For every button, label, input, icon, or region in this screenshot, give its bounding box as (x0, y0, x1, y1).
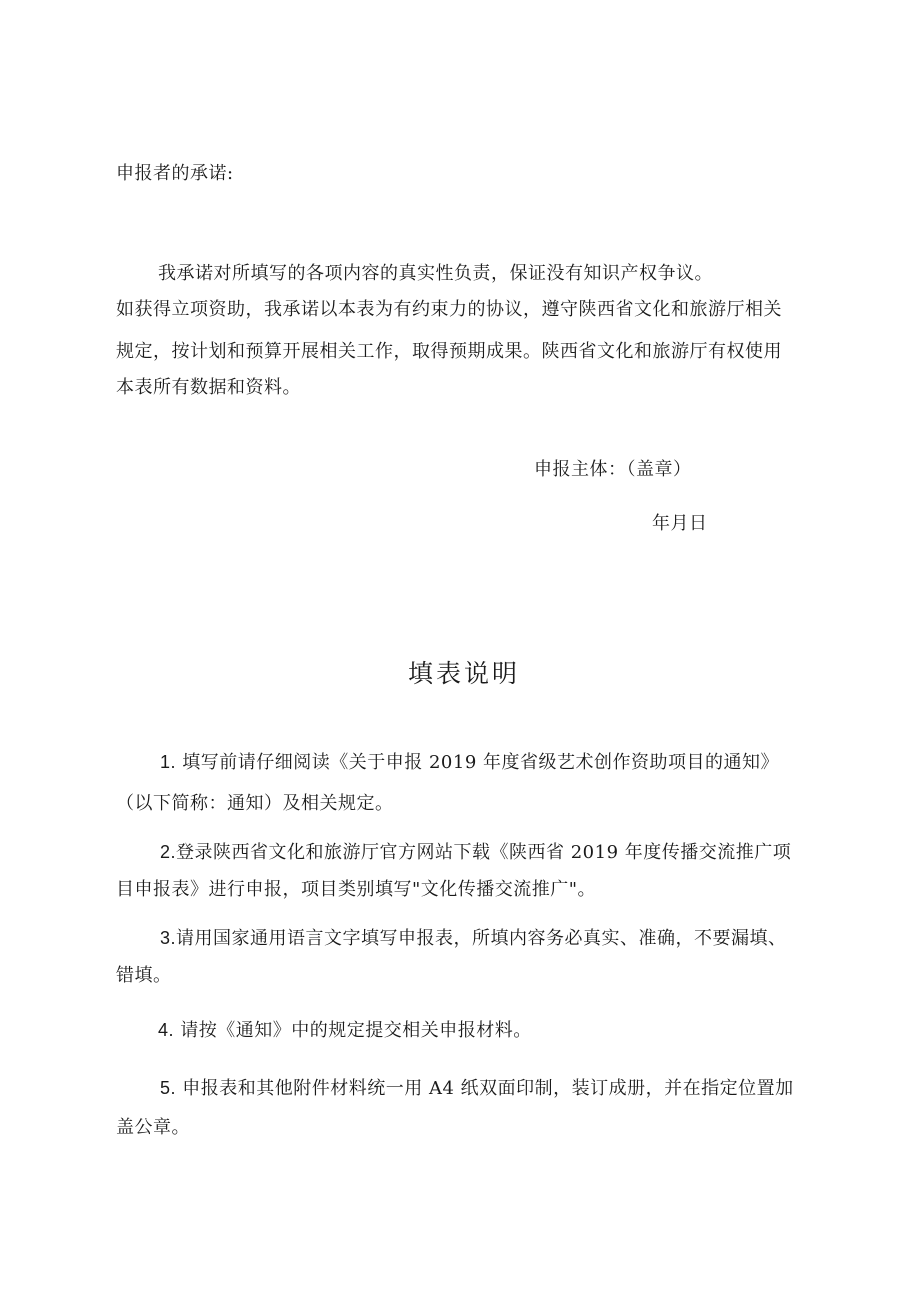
instruction-item-4 (158, 1018, 532, 1043)
item-number: 5. (160, 1078, 177, 1098)
pledge-paragraph-2-line-3: 本表所有数据和资料。 (116, 377, 301, 398)
item-text: 申报表和其他附件材料统一用 A4 纸双面印制，装订成册，并在指定位置加 (182, 1078, 794, 1099)
pledge-paragraph-1: 我承诺对所填写的各项内容的真实性负责，保证没有知识产权争议。 (158, 263, 713, 284)
instruction-item-1 (160, 750, 779, 775)
item-number: 2. (160, 842, 177, 862)
item-number: 1. (160, 752, 177, 772)
item-text: 请用国家通用语言文字填写申报表，所填内容务必真实、准确，不要漏填、 (176, 928, 787, 949)
item-text: 请按《通知》中的规定提交相关申报材料。 (180, 1020, 532, 1041)
instruction-item-3-continued: 错填。 (116, 965, 172, 986)
item-text: 填写前请仔细阅读《关于申报 2019 年度省级艺术创作资助项目的通知》 (182, 752, 779, 773)
instruction-item-5-continued: 盖公章。 (116, 1117, 190, 1138)
pledge-paragraph-2-line-1: 如获得立项资助，我承诺以本表为有约束力的协议，遵守陕西省文化和旅游厅相关 (116, 299, 782, 320)
item-number: 4. (158, 1020, 175, 1040)
item-number: 3. (160, 928, 177, 948)
applicant-seal-label: 申报主体：（盖章） (534, 459, 692, 480)
instruction-item-3 (160, 926, 787, 951)
item-text: 登录陕西省文化和旅游厅官方网站下载《陕西省 2019 年度传播交流推广项 (176, 842, 792, 863)
instruction-item-2 (160, 840, 791, 865)
instruction-item-5 (160, 1076, 794, 1101)
date-label: 年月日 (652, 513, 708, 534)
instruction-item-1-continued: （以下简称：通知）及相关规定。 (116, 793, 394, 814)
instructions-title: 填表说明 (408, 659, 521, 688)
pledge-heading: 申报者的承诺: (116, 163, 234, 184)
instruction-item-2-continued: 目申报表》进行申报，项目类别填写"文化传播交流推广"。 (116, 879, 597, 900)
pledge-paragraph-2-line-2: 规定，按计划和预算开展相关工作，取得预期成果。陕西省文化和旅游厅有权使用 (116, 341, 782, 362)
